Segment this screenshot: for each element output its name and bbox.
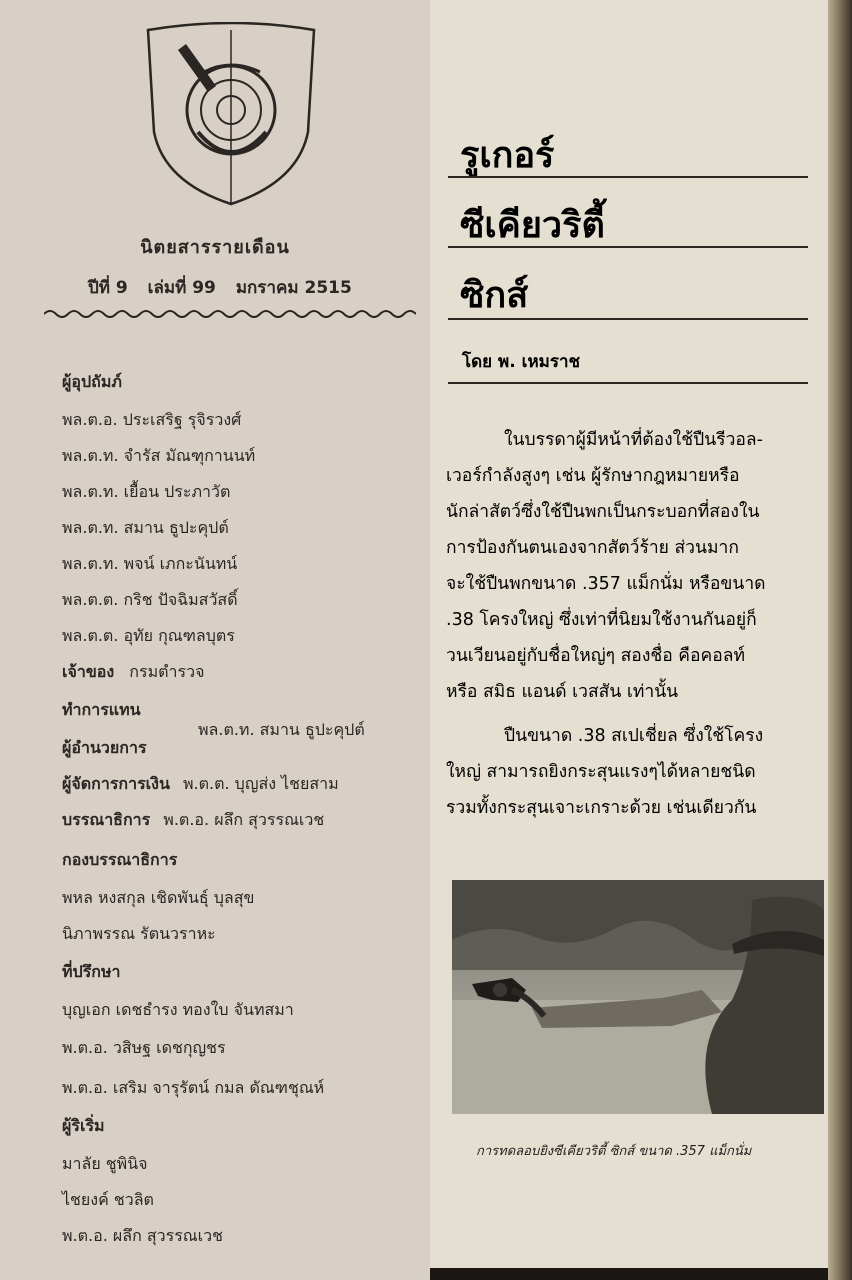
body-line: รวมทั้งกระสุนเจาะเกราะด้วย เช่นเดียวกัน (446, 798, 757, 818)
article-title-line: ซิกส์ (460, 274, 529, 316)
title-rule (448, 318, 808, 320)
staff-name: พล.ต.อ. ประเสริฐ รุจิรวงศ์ (62, 410, 242, 429)
staff-role-acting: ทำการแทน (62, 700, 141, 719)
photo-caption: การทดลอบยิงซีเคียวริตี้ ซิกส์ ขนาด .357 แม็กนั่ม (476, 1144, 752, 1159)
staff-name: พล.ต.ต. อุทัย กุณฑลบุตร (62, 626, 235, 645)
article-title-line: รูเกอร์ (460, 134, 555, 176)
staff-owner-value: กรมตำรวจ (129, 662, 205, 681)
staff-editor-value: พ.ต.อ. ผลึก สุวรรณเวช (163, 810, 325, 829)
title-rule (448, 176, 808, 178)
issue-date: มกราคม 2515 (235, 278, 352, 298)
staff-finance-row (62, 772, 339, 797)
staff-name: บุญเอก เดชธำรง ทองใบ จันทสมา (62, 1000, 294, 1019)
staff-name: พล.ต.ท. เยื้อน ประภาวัต (62, 482, 231, 501)
issue-line (88, 274, 366, 301)
staff-role-founder: ผู้ริเริ่ม (62, 1116, 105, 1135)
body-line: จะใช้ปืนพกขนาด .357 แม็กนั่ม หรือขนาด (446, 574, 766, 594)
staff-role-owner: เจ้าของ (62, 662, 115, 681)
staff-name: พล.ต.ท. จำรัส มัณฑุกานนท์ (62, 446, 256, 465)
staff-role-patron: ผู้อุปถัมภ์ (62, 372, 122, 391)
body-line: เวอร์กำลังสูงๆ เช่น ผู้รักษากฎหมายหรือ (446, 466, 740, 486)
staff-finance-value: พ.ต.ต. บุญส่ง ไชยสาม (182, 774, 339, 793)
staff-name: พล.ต.ท. พจน์ เภกะนันทน์ (62, 554, 238, 573)
title-rule (448, 246, 808, 248)
staff-name: นิภาพรรณ รัตนวราหะ (62, 924, 216, 943)
staff-role-advisor: ที่ปรึกษา (62, 962, 121, 981)
staff-name: พหล หงสกุล เชิดพันธุ์ บุลสุข (62, 888, 255, 907)
issue-number: เล่มที่ 99 (147, 278, 216, 298)
staff-role-director: ผู้อำนวยการ (62, 738, 147, 757)
staff-director-value: พล.ต.ท. สมาน ธูปะคุปต์ (198, 720, 365, 739)
staff-role-finance: ผู้จัดการการเงิน (62, 774, 170, 793)
staff-name: พล.ต.ต. กริช ปัจฉิมสวัสดิ์ (62, 590, 238, 609)
body-line: ในบรรดาผู้มีหน้าที่ต้องใช้ปืนรีวอล- (504, 430, 763, 450)
staff-role-editorial: กองบรรณาธิการ (62, 850, 178, 869)
body-line: การป้องกันตนเองจากสัตว์ร้าย ส่วนมาก (446, 538, 739, 558)
page-edge (828, 0, 852, 1280)
byline-rule (448, 382, 808, 384)
body-line: .38 โครงใหญ่ ซึ่งเท่าที่นิยมใช้งานกันอยู่ก็ (446, 610, 757, 630)
body-line: ใหญ่ สามารถยิงกระสุนแรงๆได้หลายชนิด (446, 762, 756, 782)
staff-name: มาลัย ชูพินิจ (62, 1154, 148, 1173)
staff-name: พ.ต.อ. เสริม จารุรัตน์ กมล ดัณฑชุณห์ (62, 1078, 325, 1097)
magazine-title: นิตยสารรายเดือน (140, 237, 290, 258)
body-line: วนเวียนอยู่กับชื่อใหญ่ๆ สองชื่อ คือคอลท์ (446, 646, 746, 666)
byline: โดย พ. เหมราช (462, 352, 581, 372)
body-line: ปืนขนาด .38 สเปเชี่ยล ซึ่งใช้โครง (504, 726, 764, 746)
wavy-divider (44, 306, 416, 322)
staff-owner-row (62, 660, 204, 685)
staff-name: พล.ต.ท. สมาน ธูปะคุปต์ (62, 518, 229, 537)
staff-name: พ.ต.อ. ผลึก สุวรรณเวช (62, 1226, 223, 1245)
staff-role-editor: บรรณาธิการ (62, 810, 151, 829)
staff-name: พ.ต.อ. วสิษฐ เดชกุญชร (62, 1038, 226, 1057)
issue-year: ปีที่ 9 (88, 278, 128, 298)
article-photo (452, 880, 824, 1114)
staff-editor-row (62, 808, 324, 833)
staff-name: ไชยงค์ ชวลิต (62, 1190, 154, 1209)
body-line: หรือ สมิธ แอนด์ เวสสัน เท่านั้น (446, 682, 679, 702)
body-line: นักล่าสัตว์ซึ่งใช้ปืนพกเป็นกระบอกที่สองใน (446, 502, 760, 522)
police-shield-emblem-icon (138, 22, 324, 208)
article-title-line: ซีเคียวริตี้ (460, 204, 605, 246)
